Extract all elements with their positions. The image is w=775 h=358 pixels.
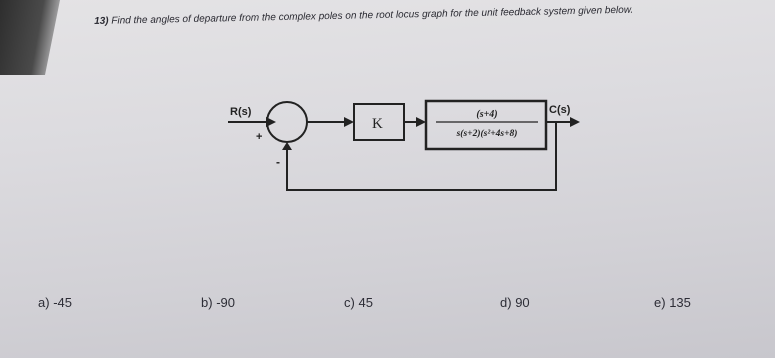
answer-b (201, 295, 235, 310)
gain-label: K (372, 116, 383, 132)
output-label: C(s) (549, 104, 571, 116)
answer-letter: e) (654, 295, 666, 310)
answer-letter: c) (344, 295, 355, 310)
minus-sign: - (276, 155, 280, 169)
junction-arrowhead (344, 117, 354, 127)
answer-value: 45 (358, 295, 373, 310)
answer-value: -45 (53, 295, 72, 310)
answer-e (654, 295, 691, 310)
plant-denominator: s(s+2)(s²+4s+8) (456, 129, 518, 139)
answer-letter: a) (38, 295, 50, 310)
answer-a (38, 295, 72, 310)
question-number: 13) (94, 15, 109, 27)
output-arrowhead (570, 117, 580, 127)
answer-value: 90 (515, 295, 530, 310)
input-label: R(s) (230, 106, 252, 118)
plus-sign: + (256, 131, 263, 143)
plant-numerator: (s+4) (476, 109, 498, 120)
answer-letter: d) (500, 295, 512, 310)
answer-c (344, 295, 373, 310)
answer-value: 135 (669, 295, 691, 310)
answer-letter: b) (201, 295, 213, 310)
answer-value: -90 (216, 295, 235, 310)
feedback-arrowhead (282, 142, 292, 150)
answer-d (500, 295, 530, 310)
input-arrowhead (266, 117, 276, 127)
question-body: Find the angles of departure from the complex poles on the root locus graph for the unit feedback system given below. (111, 4, 634, 27)
gain-arrowhead (416, 117, 426, 127)
